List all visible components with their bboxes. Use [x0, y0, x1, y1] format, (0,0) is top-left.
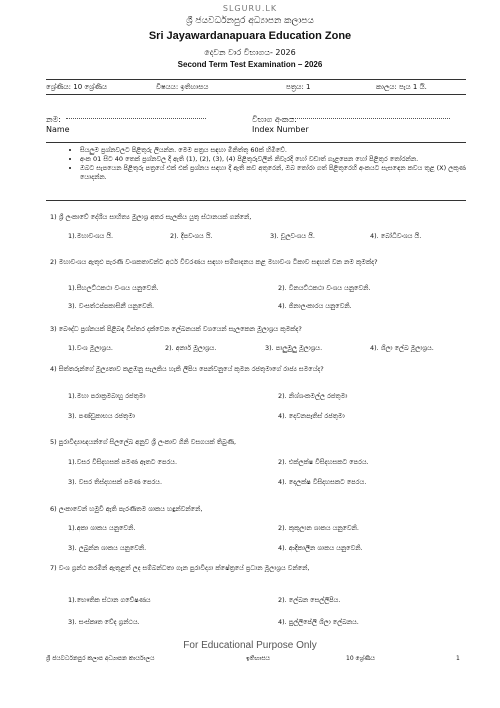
question-text: සිත්තරුන්ගේ මූල්‍යතාව කළඹනු සැලකිය හැකි ලිපිය පෙන්වනුයේ කුමන රජතුමාගේ රාජ්‍ය සමයේද?	[58, 365, 324, 373]
footer-watermark: For Educational Purpose Only	[183, 640, 317, 651]
instruction-item: • ඔබට සැපයෙන පිළිතුරු පත්‍රයේ එක් එක් ප්‍රශ්නය සඳහා දී ඇති කව අතුරෙන්, ඔබ තෝරා ගත් පිළිතුරෙහි අංකයට සැසඳෙන කවය තුළ (X) ලකුණ යොදන්න.	[80, 164, 470, 182]
option[interactable]: 4). බෝධිවංශය යි.	[370, 232, 422, 240]
option[interactable]: 1).සීහලට්ඨකථා වංශය යනුවෙනි.	[68, 284, 159, 292]
option[interactable]: 3). පණ්ඩුකාභය රජතුමා	[68, 412, 136, 420]
instructions-list	[70, 146, 470, 182]
option[interactable]: 3). චූලවංශය යි.	[270, 232, 315, 240]
option[interactable]: 4). දෙලක්ෂ විසිදහසකට පෙරය.	[278, 478, 367, 486]
option[interactable]: 3). පාලුමුලු මූලාශ්‍රය.	[265, 344, 323, 352]
option[interactable]: 1).භෞතික ස්ථාන ගවේෂණය	[68, 596, 151, 604]
exam-info-bar	[46, 79, 466, 95]
instruction-item: • අංක 01 සිට 40 තෙක් ප්‍රශ්නවල දී ඇති (1), (2), (3), (4) පිළිතුරුවලින් නිවැරදි හෝ වඩාත් ගැළපෙන හෝ පිළිතුර තෝරන්න.	[80, 155, 470, 164]
option[interactable]: 2). ලේඛන සෙල්ලිපිය.	[278, 596, 341, 604]
name-label-si: නම:	[46, 115, 61, 124]
option[interactable]: 4). ආදිකාලීන ශාකය යනුවෙනි.	[278, 544, 363, 552]
option[interactable]: 2). විනයට්ඨකථා වංශය යනුවෙනි.	[278, 284, 371, 292]
option[interactable]: 3). වසර තිස්දහසක් පමණ පෙරය.	[68, 478, 163, 486]
question-6	[50, 505, 470, 514]
option[interactable]: 2). නිශ්ශංකමල්ල රජතුමා	[278, 392, 348, 400]
option[interactable]: 3). සංස්කෘත වේද ග්‍රන්ථය.	[68, 618, 140, 626]
question-number: 4)	[50, 365, 57, 373]
index-label-en: Index Number	[252, 125, 309, 134]
term-title-sinhala: දෙවන වාර විභාගය- 2026	[204, 48, 296, 57]
question-text: ශ්‍රී ලංකාවේ දේශීය සාහිත්‍ය මුලාශ්‍ර අතර සැලකිය යුතු ස්ථානයක් ගන්නේ,	[58, 213, 252, 221]
question-2	[50, 258, 470, 267]
question-1	[50, 213, 470, 222]
office-name-sinhala: ශ්‍රී ජයවර්ධනපුර අධ්‍යාපන කලාපය	[186, 16, 314, 26]
footer-grade: 10 ශ්‍රේණිය	[346, 655, 375, 662]
question-text: මහාවංශය ඇතුළු පැරණි වංශකතාවන්ට අර්ථ විවරණය සඳහා සම්පාදනය කළ මහාවංශ ටීකාව සඳහන් වන නම කුමක්ද?	[58, 258, 378, 266]
name-label-en: Name	[46, 125, 70, 134]
question-number: 2)	[50, 258, 57, 266]
question-3	[50, 325, 470, 334]
question-number: 3)	[50, 325, 57, 333]
question-text: පුරාවිද්‍යාඥයන්ගේ සිලලේඛ අනුව ශ්‍රී ලංකාව ගිනි වසගයක් තිබුණි,	[58, 438, 237, 446]
question-text: ලංකාවෙන් හමුවී ඇති පැරණිතම ශාකය හඳුන්වන්නේ,	[58, 505, 203, 513]
option[interactable]: 1).අකා ශාකය යනුවෙනි.	[68, 524, 136, 532]
question-number: 7)	[50, 564, 57, 572]
option[interactable]: 4). දෙවනපෑතිස් රජතුමා	[278, 412, 345, 420]
option[interactable]: 4). පුල්ලිපේලි ශිලා ලේඛනය.	[278, 618, 359, 626]
option[interactable]: 2). අනාර් මූලාශ්‍රය.	[165, 344, 217, 352]
option[interactable]: 3). වංසත්ථප්පකාසිනී යනුවෙනි.	[68, 302, 155, 310]
option[interactable]: 2). එක්ලක්ෂ විසිදහසකට පෙරය.	[278, 458, 369, 466]
term-title-english: Second Term Test Examination – 2026	[177, 60, 323, 69]
time-label: කාලය: පැය 1 යි.	[376, 82, 427, 91]
question-text: බෞද්ධ ප්‍රශ්නයක් පිළිබඳ විස්තර දක්වෙන ලේඛනයක් වශයෙන් සැලකෙන මූලාශ්‍රය කුමක්ද?	[58, 325, 302, 333]
watermark-top: SLGURU.LK	[222, 4, 278, 13]
question-text: වංශ ග්‍රන්ථ කරමින් ඇතුළත් ලද සම්බන්ධතා ගැන පුරාවිද්‍යා ක්ෂේත්‍රයේ ප්‍රධාන මූලාශ්‍රය වන්නේ,	[58, 564, 310, 572]
office-name-english: Sri Jayawardanapuara Education Zone	[148, 30, 352, 42]
option[interactable]: 1).මහාවංශය යි.	[68, 232, 114, 240]
question-4	[50, 365, 470, 374]
option[interactable]: 4). ශිලා ලේඛ මූලාශ්‍රය.	[370, 344, 434, 352]
option[interactable]: 2). දීපවංශය යි.	[170, 232, 213, 240]
name-line[interactable]	[66, 118, 206, 119]
footer-office: ශ්‍රී ජයවර්ධනපුර කලාප අධ්‍යාපන කාර්යාලය	[46, 655, 155, 662]
option[interactable]: 1).මහා පරාක්‍රමබාහු රජතුමා	[68, 392, 146, 400]
grade-label: ශ්‍රේණිය: 10 ශ්‍රේණිය	[46, 82, 108, 91]
question-number: 5)	[50, 438, 57, 446]
question-number: 6)	[50, 505, 57, 513]
divider	[46, 142, 466, 143]
option[interactable]: 2). කුකුලාන ශාකය යනුවෙනි.	[278, 524, 360, 532]
footer-subject: ඉතිහාසය	[246, 655, 270, 662]
paper-label: පත්‍රය: 1	[286, 82, 311, 91]
question-7	[50, 564, 470, 573]
option[interactable]: 4). ජිනාලංකාරය යනුවෙනි.	[278, 302, 352, 310]
subject-label: විෂයය: ඉතිහාසය	[156, 82, 209, 91]
index-line[interactable]	[290, 118, 450, 119]
option[interactable]: 3). ලබුන්න ශාකය යනුවෙනි.	[68, 544, 147, 552]
page-number: 1	[456, 655, 460, 662]
index-label-si: විභාග අංකය:	[252, 115, 297, 124]
question-5	[50, 438, 470, 447]
question-number: 1)	[50, 213, 57, 221]
instruction-item: • සියලුම ප්‍රශ්නවලට පිළිතුරු ලියන්න. මෙම පත්‍රය සඳහා මිනිත්තු 60ක් හිමිවේ.	[80, 146, 470, 155]
option[interactable]: 1).වසර විසිදහසක් පමණ ඈතට පෙරය.	[68, 458, 178, 466]
divider	[46, 200, 466, 201]
option[interactable]: 1).වංශ මූලාශ්‍රය.	[68, 344, 113, 352]
